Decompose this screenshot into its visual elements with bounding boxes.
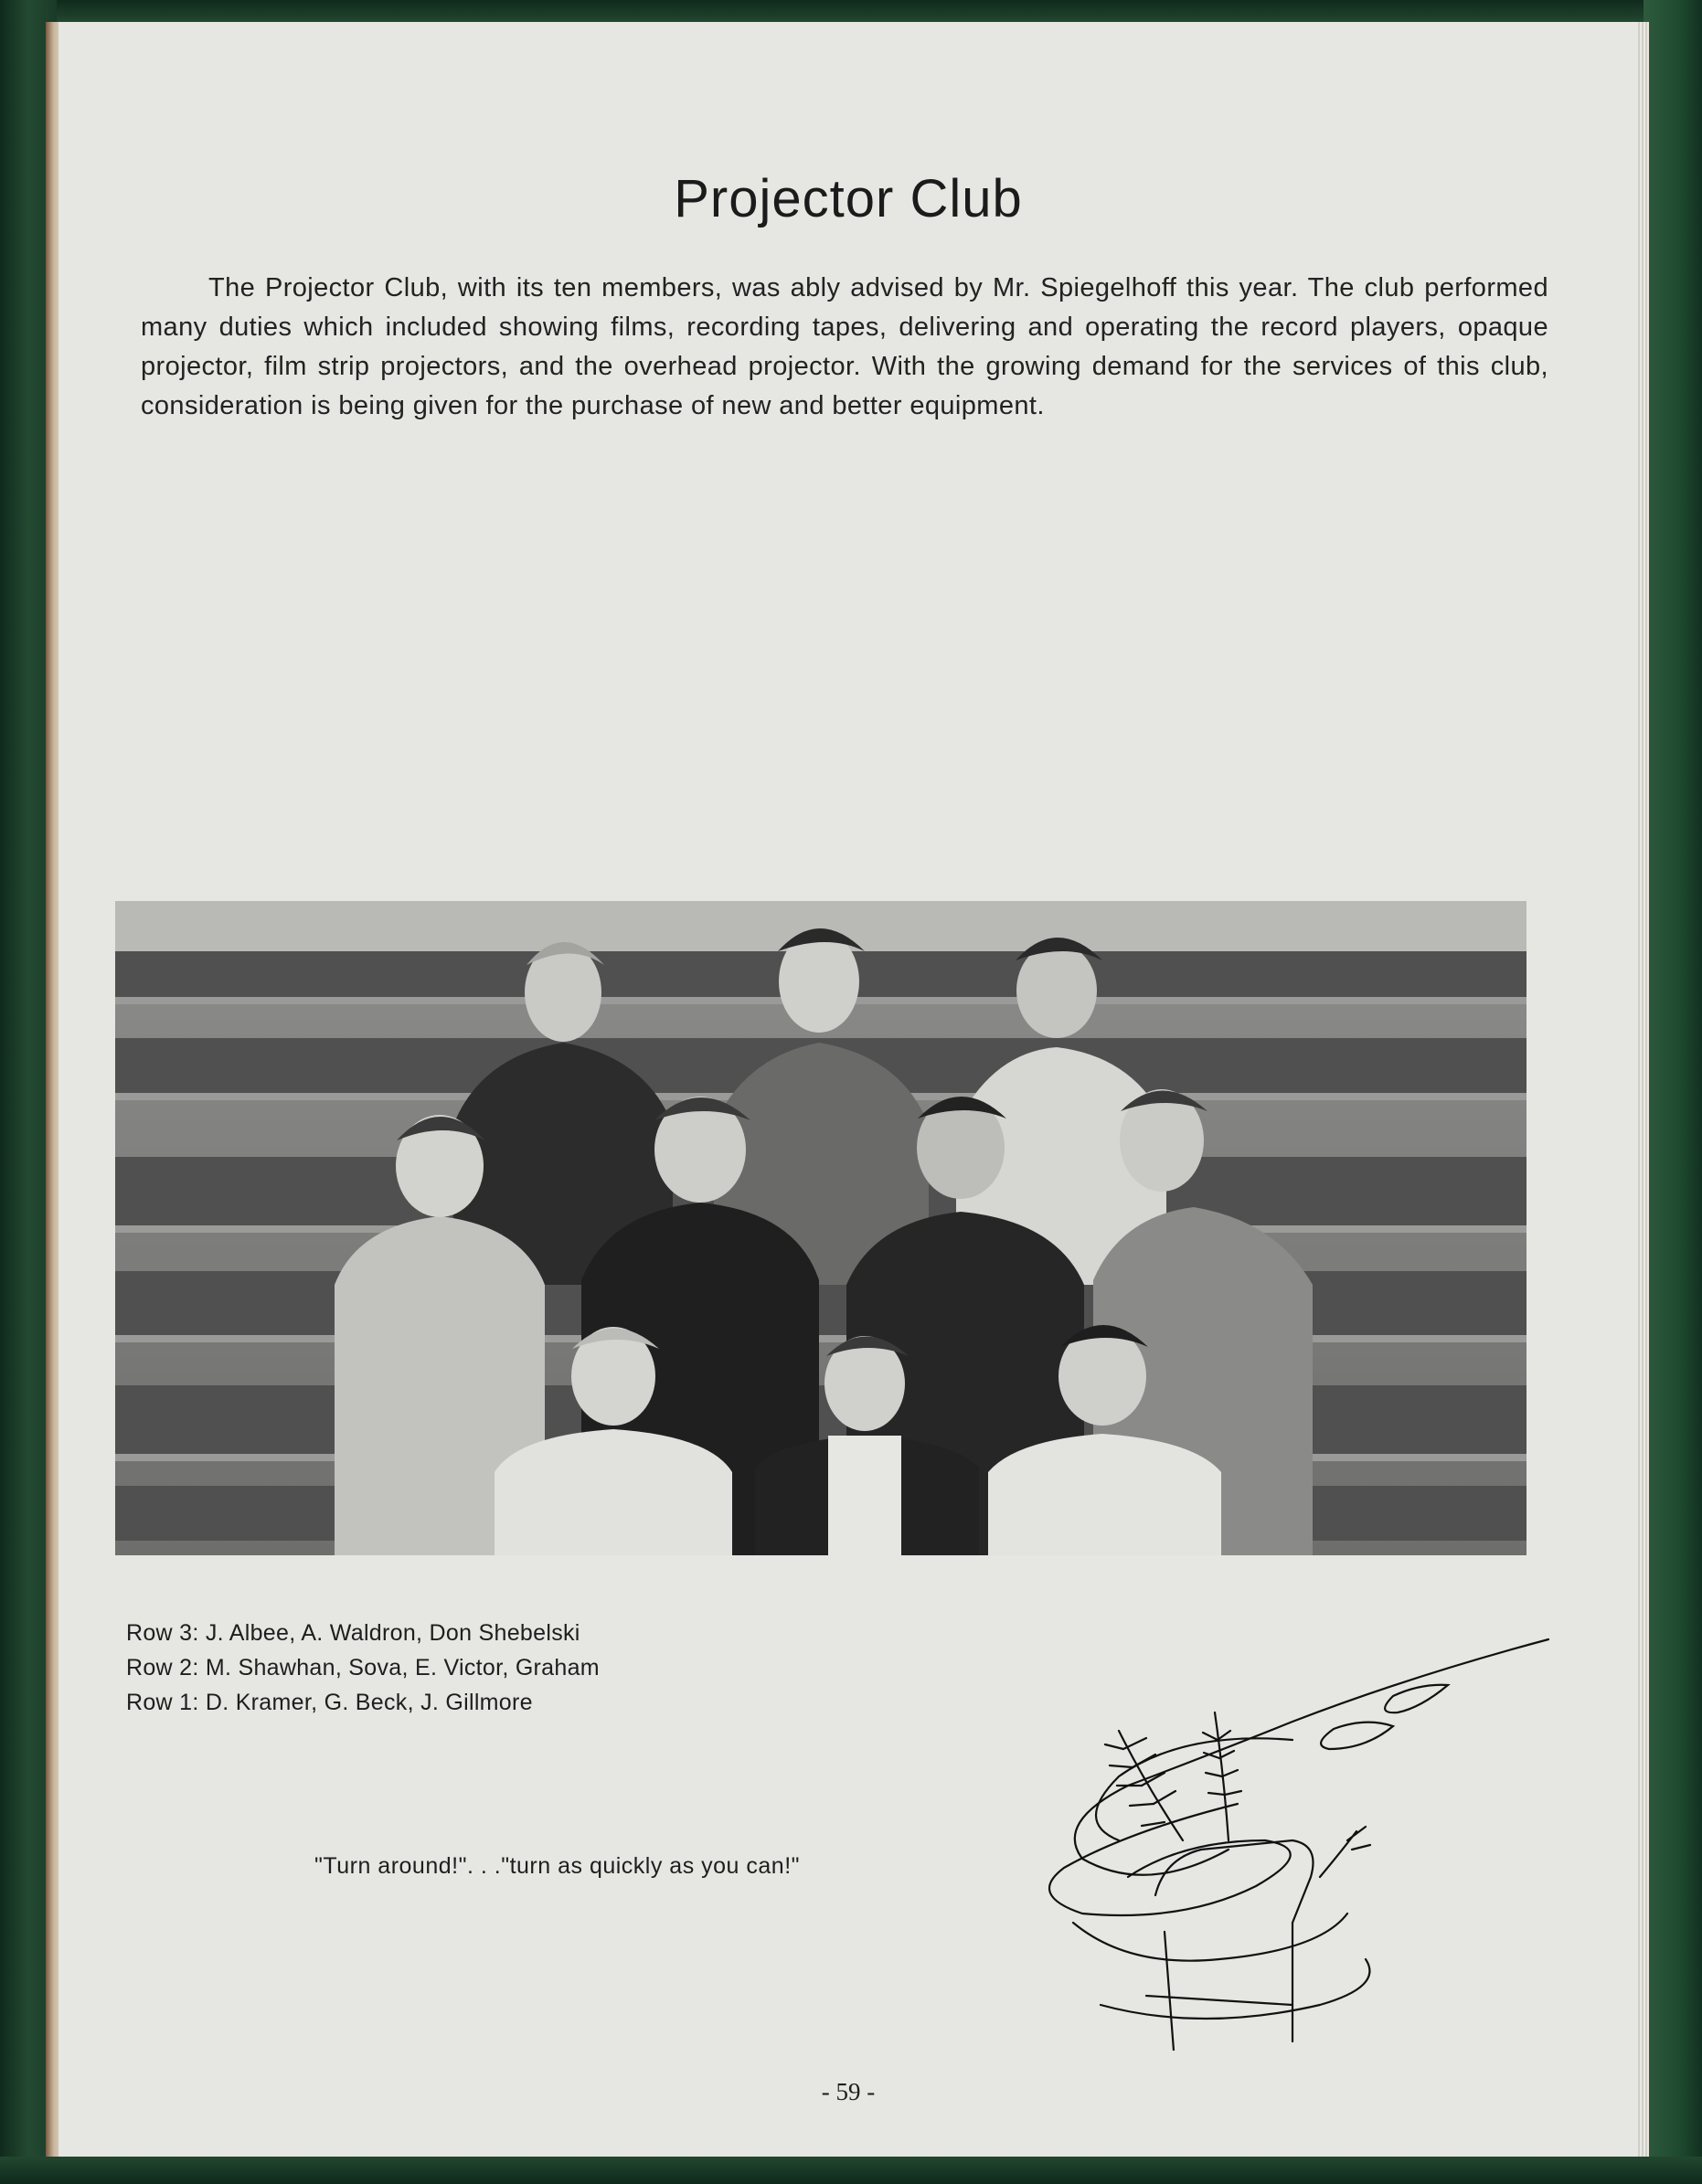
caption-row-2: Row 2: M. Shawhan, Sova, E. Victor, Graham	[126, 1655, 600, 1680]
page-number: - 59 -	[821, 2078, 876, 2105]
book-cover-right	[1643, 0, 1702, 2184]
photo-caption	[126, 1616, 600, 1720]
caption-row-3: Row 3: J. Albee, A. Waldron, Don Shebelski	[126, 1620, 580, 1646]
page-edge	[1636, 22, 1649, 2157]
book-cover-bottom	[0, 2157, 1702, 2184]
swirl-chair-sketch-icon	[1018, 1621, 1558, 2051]
page-title: Projector Club	[674, 169, 1023, 228]
book-cover-top	[0, 0, 1702, 22]
yearbook-page	[59, 22, 1638, 2157]
group-photo	[115, 901, 1526, 1555]
quote-text: "Turn around!". . ."turn as quickly as you can!"	[314, 1853, 801, 1879]
caption-row-1: Row 1: D. Kramer, G. Beck, J. Gillmore	[126, 1690, 533, 1715]
intro-paragraph: The Projector Club, with its ten members, was ably advised by Mr. Spiegelhoff this year. The club performed many duties which included showing films, recording tapes, delivering and operating the record players, opaque projector, film strip projectors, and the overhead projector. With the growing demand for the services of this club, consideration is being given for the purchase of new and better equipment.	[141, 273, 1548, 420]
